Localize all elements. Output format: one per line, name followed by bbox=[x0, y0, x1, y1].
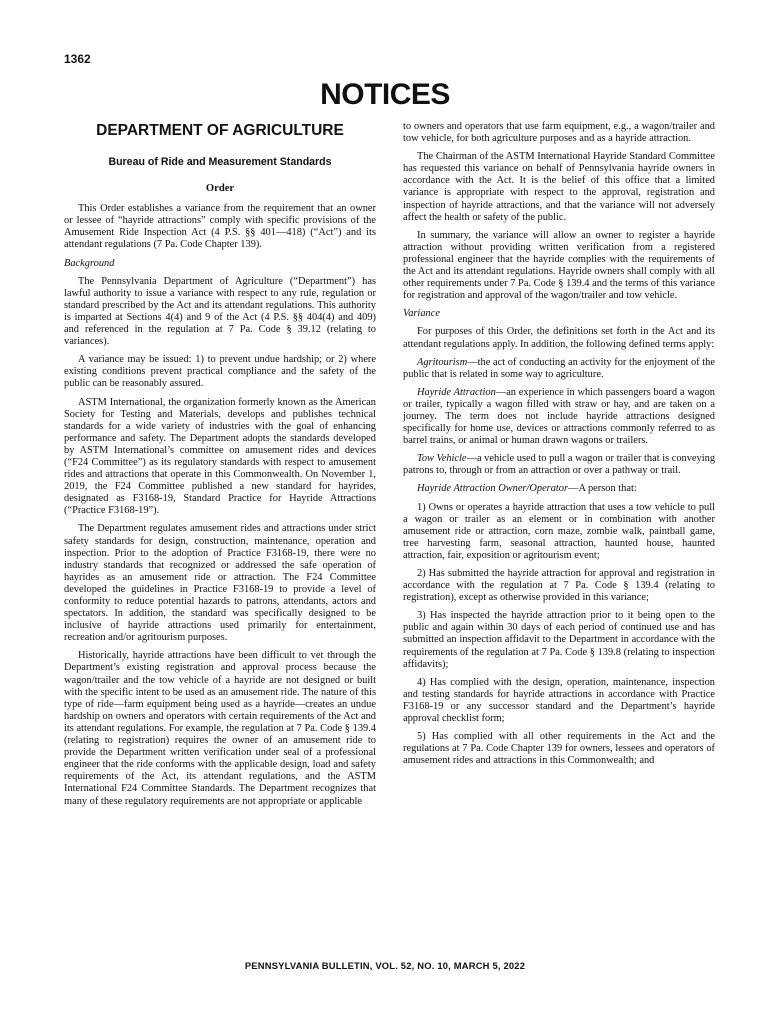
definition-tow-vehicle bbox=[403, 453, 715, 477]
definition-agritourism bbox=[403, 357, 715, 381]
list-item: 1) Owns or operates a hayride attraction that uses a tow vehicle to pull a wagon or trailer as an element or in combination with another amusement ride or attraction, corn maze, zombie walk, paintball game, tree harvesting farm, seasonal attraction, haunted house, haunted attraction, fair, exposition or agritourism event; bbox=[403, 501, 715, 561]
paragraph: For purposes of this Order, the definitions set forth in the Act and its attendant regulations apply. In addition, the following defined terms apply: bbox=[403, 326, 715, 350]
paragraph: In summary, the variance will allow an owner to register a hayride attraction without providing written verification from a registered professional engineer that the hayride complies with the requirements of the Act and its attendant regulations. Hayride owners shall comply with all other requirements under 7 Pa. Code § 139.4 and the terms of this variance for registration and approval of the wagon/trailer and tow vehicle. bbox=[403, 229, 715, 302]
definition-text: —A person that: bbox=[568, 483, 637, 495]
right-column bbox=[403, 121, 715, 773]
continued-paragraph: to owners and operators that use farm equipment, e.g., a wagon/trailer and tow vehicle, for both agriculture purposes and as a hayride attraction. bbox=[403, 121, 715, 145]
definition-text: —a vehicle used to pull a wagon or trailer that is conveying patrons to, through or from an attraction or over a pathway or trail. bbox=[403, 453, 716, 477]
paragraph: The Department regulates amusement rides and attractions under strict safety standards for design, construction, maintenance, operation and inspection. Prior to the adoption of Practice F3168-19, there were no industry standards that recognized or addressed the safe operation of hayrides as an amusement ride or attraction. The F24 Committee developed the guidelines in Practice F3168-19 to provide a level of conformity to reduce potential hazards to patrons, attendants, actors and spectators. In addition, the standard was specifically designed to be inclusive of hayride attractions used primarily for entertainment, recreation and/or agritourism purposes. bbox=[64, 523, 376, 644]
page-number: 1362 bbox=[64, 52, 91, 66]
order-heading: Order bbox=[205, 183, 235, 195]
intro-paragraph: This Order establishes a variance from the requirement that an owner or lessee of “hayride attractions” comply with specific provisions of the Amusement Ride Inspection Act (4 P.S. §§ 401—418) (“Act”) and its attendant regulations (7 Pa. Code Chapter 139). bbox=[64, 203, 376, 251]
definition-term: Hayride Attraction Owner/Operator bbox=[417, 483, 569, 495]
left-column bbox=[64, 120, 376, 814]
definition-term: Hayride Attraction bbox=[417, 386, 496, 398]
department-heading: DEPARTMENT OF AGRICULTURE bbox=[96, 122, 344, 139]
definition-term: Agritourism bbox=[417, 356, 468, 368]
list-item: 4) Has complied with the design, operation, maintenance, inspection and testing standards for hayride attractions in accordance with Practice F3168-19 or any successor standard and the Department’s hayride approval checklist form; bbox=[403, 676, 715, 725]
list-item: 2) Has submitted the hayride attraction for approval and registration in accordance with the regulation at 7 Pa. Code § 139.4 (relating to registration), except as otherwise provided in this variance; bbox=[403, 568, 715, 604]
background-heading: Background bbox=[64, 257, 115, 269]
definition-term: Tow Vehicle bbox=[417, 453, 467, 465]
list-item: 3) Has inspected the hayride attraction prior to it being open to the public and again within 30 days of each period of continued use and has submitted an inspection affidavit to the Department in accordance with the requirements of the regulation at 7 Pa. Code § 139.8 (relating to inspection affidavits); bbox=[403, 610, 715, 670]
definition-owner-operator bbox=[403, 483, 715, 495]
variance-heading: Variance bbox=[403, 308, 440, 320]
definition-text: —the act of conducting an activity for the enjoyment of the public that is related in some way to agriculture. bbox=[403, 356, 715, 380]
bureau-heading: Bureau of Ride and Measurement Standards bbox=[108, 156, 332, 168]
definition-hayride-attraction bbox=[403, 387, 715, 447]
paragraph: A variance may be issued: 1) to prevent undue hardship; or 2) where existing conditions prevent practical compliance and the safety of the public can be reasonably assured. bbox=[64, 354, 376, 390]
section-title: NOTICES bbox=[320, 78, 450, 111]
list-item: 5) Has complied with all other requirements in the Act and the regulations at 7 Pa. Code Chapter 139 for owners, lessees and operators of amusement rides and attractions in this Commonwealth; and bbox=[403, 731, 715, 767]
paragraph: The Pennsylvania Department of Agriculture (“Department”) has lawful authority to issue a variance with respect to any rule, regulation or standard prescribed by the Act and its attendant regulations. This authority is imparted at Sections 4(4) and 9 of the Act (4 P.S. §§ 404(4) and 409) and referenced in the regulation at 7 Pa. Code § 39.12 (relating to variances). bbox=[64, 275, 376, 348]
bulletin-footer: PENNSYLVANIA BULLETIN, VOL. 52, NO. 10, MARCH 5, 2022 bbox=[244, 960, 526, 971]
paragraph: The Chairman of the ASTM International Hayride Standard Committee has requested this variance on behalf of Pennsylvania hayride owners in accordance with the Act. It is the belief of this office that a limited variance is appropriate with respect to the approval, registration and inspection of hayride attractions, and that the variance will not adversely affect the health or safety of the public. bbox=[403, 151, 715, 223]
paragraph: ASTM International, the organization formerly known as the American Society for Testing and Materials, develops and publishes technical standards for a wide variety of industries with the goal of enhancing performance and safety. The Department adopts the standards developed by ASTM International’s committee on amusement rides and devices (“F24 Committee”) as its regulatory standards with respect to amusement rides and attractions that operate in this Commonwealth. On November 1, 2019, the F24 Committee published a new standard for hayrides, designated as F3168-19, Standard Practice for Hayride Attractions (“Practice F3168-19”). bbox=[64, 396, 376, 517]
paragraph: Historically, hayride attractions have been difficult to vet through the Department’s existing registration and approval process because the wagon/trailer and the tow vehicle of a hayride are not designed or built with the specific intent to be used as an amusement ride. The nature of this type of ride—farm equipment being used as a hayride—creates an undue hardship on owners and operators with certain requirements of the Act and its attendant regulations. For example, the regulation at 7 Pa. Code § 139.4 (relating to registration) requires the owner of an amusement ride to provide the Department written verification under seal of a professional engineer that the ride conforms with the applicable design, load and safety requirements of the Act, its attendant regulations, and the ASTM International F24 Committee Standards. The Department recognizes that many of these regulatory requirements are not appropriate or applicable bbox=[64, 650, 376, 807]
definition-text: —an experience in which passengers board a wagon or trailer, typically a wagon filled with straw or hay, and are taken on a journey. The term does not include hayride attractions designed specifically for home use, devices or attractions commonly referred to as barrel trains, or animal or human drawn wagons or trailers. bbox=[403, 386, 715, 447]
